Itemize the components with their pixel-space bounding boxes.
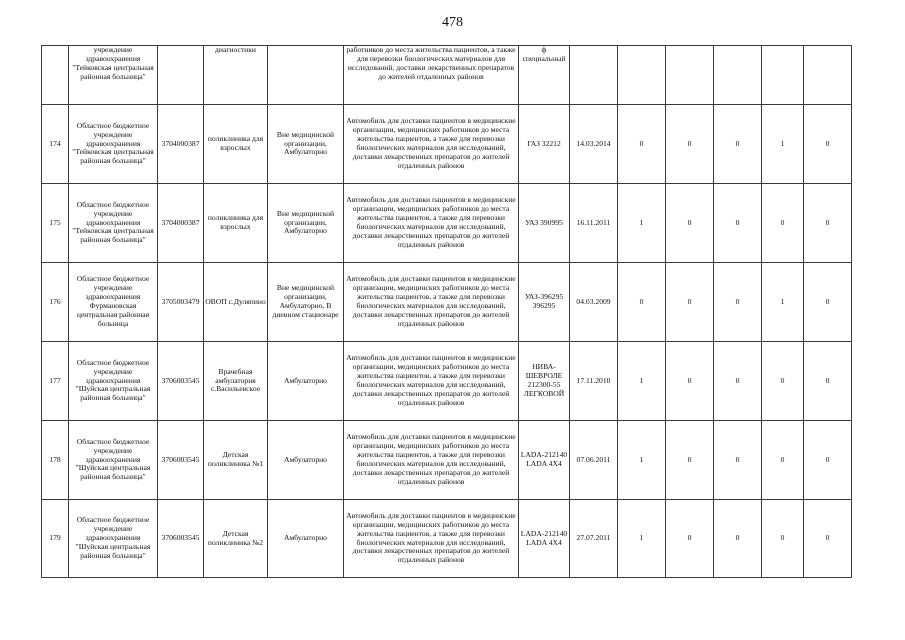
flag-cell-2: 0 (666, 105, 714, 184)
care-conditions-cell: Амбулаторно (268, 342, 344, 421)
table-row (42, 263, 852, 342)
vehicle-model-cell: ф специальный (519, 46, 570, 105)
flag-cell-1: 1 (618, 342, 666, 421)
registration-date-cell: 17.11.2010 (570, 342, 618, 421)
flag-cell-2: 0 (666, 342, 714, 421)
organization-cell: Областное бюджетное учреждение здравоохранения "Тейковская центральная районная больница" (69, 105, 158, 184)
flag-cell-3: 0 (714, 105, 762, 184)
unit-cell: Детская поликлиника №1 (204, 421, 268, 500)
flag-cell-2: 0 (666, 184, 714, 263)
vehicle-purpose-cell: Автомобиль для доставки пациентов в медицинские организации, медицинских работников до места жительства пациентов, а также для перевозки биологических материалов для исследований, доставки лекарственных препаратов до жителей отдаленных районов (344, 184, 519, 263)
registration-date-cell: 14.03.2014 (570, 105, 618, 184)
flag-cell-1 (618, 46, 666, 105)
care-conditions-cell: Амбулаторно (268, 421, 344, 500)
code-cell: 3706003545 (158, 421, 204, 500)
flag-cell-1: 1 (618, 500, 666, 578)
table-row (42, 342, 852, 421)
unit-cell: поликлиника для взрослых (204, 184, 268, 263)
vehicle-purpose-cell: Автомобиль для доставки пациентов в медицинские организации, медицинских работников до места жительства пациентов, а также для перевозки биологических материалов для исследований, доставки лекарственных препаратов до жителей отдаленных районов (344, 263, 519, 342)
flag-cell-3: 0 (714, 342, 762, 421)
table-row (42, 500, 852, 578)
flag-cell-4: 1 (762, 263, 804, 342)
code-cell: 3706003545 (158, 500, 204, 578)
vehicle-purpose-cell: работников до места жительства пациентов, а также для перевозки биологических материалов для исследований, доставки лекарственных препаратов до жителей отдаленных районов (344, 46, 519, 105)
vehicle-model-cell: LADA-212140 LADA 4X4 (519, 421, 570, 500)
code-cell: 3704000387 (158, 184, 204, 263)
vehicle-model-cell: ГАЗ 32212 (519, 105, 570, 184)
flag-cell-2: 0 (666, 500, 714, 578)
registration-date-cell: 04.03.2009 (570, 263, 618, 342)
organization-cell: Областное бюджетное учреждение здравоохранения "Тейковская центральная районная больница" (69, 184, 158, 263)
care-conditions-cell: Амбулаторно (268, 500, 344, 578)
vehicle-model-cell: НИВА-ШЕВРОЛЕ 212300-55 ЛЕГКОВОЙ (519, 342, 570, 421)
organization-cell: Областное бюджетное учреждение здравоохранения Фурмановская центральная районная больница (69, 263, 158, 342)
flag-cell-1: 0 (618, 105, 666, 184)
flag-cell-5: 0 (804, 342, 852, 421)
flag-cell-2: 0 (666, 421, 714, 500)
flag-cell-4: 0 (762, 500, 804, 578)
vehicle-purpose-cell: Автомобиль для доставки пациентов в медицинские организации, медицинских работников до места жительства пациентов, а также для перевозки биологических материалов для исследований, доставки лекарственных препаратов до жителей отдаленных районов (344, 105, 519, 184)
vehicle-purpose-cell: Автомобиль для доставки пациентов в медицинские организации, медицинских работников до места жительства пациентов, а также для перевозки биологических материалов для исследований, доставки лекарственных препаратов до жителей отдаленных районов (344, 421, 519, 500)
table-row-continued (42, 46, 852, 105)
flag-cell-5: 0 (804, 105, 852, 184)
registration-date-cell: 07.06.2011 (570, 421, 618, 500)
flag-cell-5: 0 (804, 263, 852, 342)
care-conditions-cell (268, 46, 344, 105)
flag-cell-1: 0 (618, 263, 666, 342)
vehicle-registry-table (41, 45, 852, 578)
registration-date-cell: 27.07.2011 (570, 500, 618, 578)
row-number-cell (42, 46, 69, 105)
flag-cell-4 (762, 46, 804, 105)
code-cell: 3706003545 (158, 342, 204, 421)
row-number-cell: 174 (42, 105, 69, 184)
flag-cell-4: 0 (762, 421, 804, 500)
unit-cell: ОВОП с.Дуляпино (204, 263, 268, 342)
organization-cell: Областное бюджетное учреждение здравоохранения "Шуйская центральная районная больница" (69, 500, 158, 578)
flag-cell-1: 1 (618, 421, 666, 500)
vehicle-purpose-cell: Автомобиль для доставки пациентов в медицинские организации, медицинских работников до места жительства пациентов, а также для перевозки биологических материалов для исследований, доставки лекарственных препаратов до жителей отдаленных районов (344, 342, 519, 421)
flag-cell-4: 1 (762, 105, 804, 184)
flag-cell-3: 0 (714, 263, 762, 342)
organization-cell: Областное бюджетное учреждение здравоохранения "Шуйская центральная районная больница" (69, 342, 158, 421)
code-cell: 3704000387 (158, 105, 204, 184)
unit-cell: поликлиника для взрослых (204, 105, 268, 184)
row-number-cell: 175 (42, 184, 69, 263)
flag-cell-3 (714, 46, 762, 105)
row-number-cell: 178 (42, 421, 69, 500)
flag-cell-4: 0 (762, 342, 804, 421)
flag-cell-3: 0 (714, 500, 762, 578)
unit-cell: Детская поликлиника №2 (204, 500, 268, 578)
flag-cell-2 (666, 46, 714, 105)
care-conditions-cell: Вне медицинской организации, Амбулаторно (268, 105, 344, 184)
row-number-cell: 177 (42, 342, 69, 421)
registration-date-cell: 16.11.2011 (570, 184, 618, 263)
organization-cell: Областное бюджетное учреждение здравоохранения "Шуйская центральная районная больница" (69, 421, 158, 500)
unit-cell: диагностики (204, 46, 268, 105)
flag-cell-3: 0 (714, 421, 762, 500)
table-row (42, 105, 852, 184)
vehicle-purpose-cell: Автомобиль для доставки пациентов в медицинские организации, медицинских работников до места жительства пациентов, а также для перевозки биологических материалов для исследований, доставки лекарственных препаратов до жителей отдаленных районов (344, 500, 519, 578)
flag-cell-5: 0 (804, 421, 852, 500)
code-cell (158, 46, 204, 105)
flag-cell-4: 0 (762, 184, 804, 263)
flag-cell-1: 1 (618, 184, 666, 263)
care-conditions-cell: Вне медицинской организации, Амбулаторно (268, 184, 344, 263)
organization-cell: учреждение здравоохранения "Тейковская центральная районная больница" (69, 46, 158, 105)
vehicle-model-cell: УАЗ-396295 396295 (519, 263, 570, 342)
registration-date-cell (570, 46, 618, 105)
code-cell: 3705003479 (158, 263, 204, 342)
table-row (42, 421, 852, 500)
vehicle-model-cell: УАЗ 390995 (519, 184, 570, 263)
page-number: 478 (442, 15, 463, 30)
flag-cell-3: 0 (714, 184, 762, 263)
care-conditions-cell: Вне медицинской организации, Амбулаторно, В дневном стационаре (268, 263, 344, 342)
vehicle-model-cell: LADA-212140 LADA 4X4 (519, 500, 570, 578)
flag-cell-5 (804, 46, 852, 105)
flag-cell-5: 0 (804, 500, 852, 578)
flag-cell-2: 0 (666, 263, 714, 342)
row-number-cell: 176 (42, 263, 69, 342)
row-number-cell: 179 (42, 500, 69, 578)
flag-cell-5: 0 (804, 184, 852, 263)
table-row (42, 184, 852, 263)
unit-cell: Врачебная амбулатория с.Васильевское (204, 342, 268, 421)
